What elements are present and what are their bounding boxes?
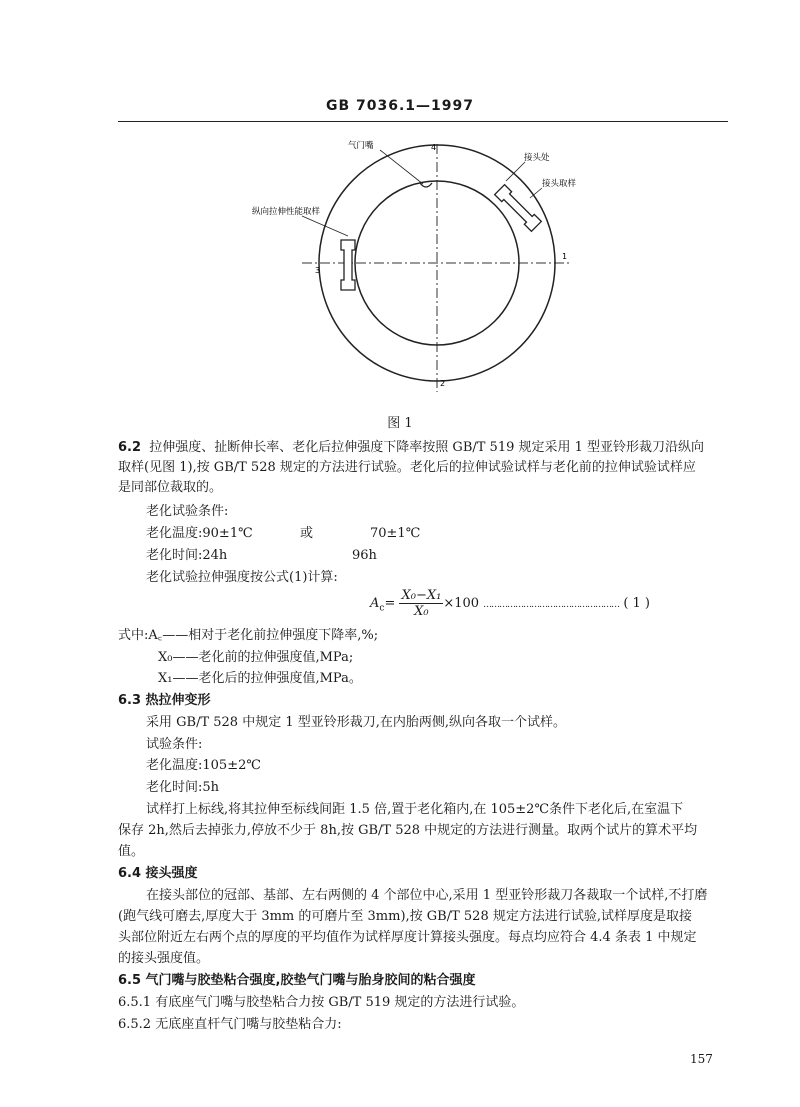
- s651-line: 6.5.1 有底座气门嘴与胶垫粘合力按 GB/T 519 规定的方法进行试验。: [118, 995, 525, 1010]
- s64-line-4: 的接头强度值。: [118, 951, 210, 966]
- formula-lhs-sub: c: [379, 603, 385, 614]
- figure-caption: 图 1: [387, 416, 413, 431]
- s64-title: 6.4 接头强度: [118, 866, 198, 881]
- figure-1-diagram: [240, 136, 600, 396]
- s63-line-4: 值。: [118, 844, 145, 859]
- formula-lhs: A: [370, 596, 380, 611]
- s62-line-2: 取样(见图 1),按 GB/T 528 规定的方法进行试验。老化后的拉伸试验试样与老化前的拉伸试验试样应: [118, 460, 696, 475]
- formula-fraction: [399, 588, 443, 619]
- s63-line-2: 试样打上标线,将其拉伸至标线间距 1.5 倍,置于老化箱内,在 105±2℃条件下老化后,在室温下: [146, 802, 684, 817]
- header-rule: [118, 121, 728, 122]
- where-line-1: 式中:A꜀——相对于老化前拉伸强度下降率,%;: [118, 628, 379, 643]
- s652-line: 6.5.2 无底座直杆气门嘴与胶垫粘合力:: [118, 1017, 342, 1032]
- s62-temp: 老化温度:90±1℃: [146, 526, 253, 541]
- position-4-label: 4: [431, 143, 437, 152]
- valve-leader: [380, 150, 423, 184]
- tensile-sample-label: 纵向拉伸性能取样: [252, 207, 321, 217]
- s62-conditions: 老化试验条件:: [146, 504, 229, 519]
- joint-label: 接头处: [524, 153, 550, 163]
- formula-multiplier: ×100: [443, 596, 480, 611]
- s62-temp-2: 70±1℃: [370, 526, 421, 541]
- formula-numerator: X₀−X₁: [401, 588, 442, 603]
- formula-number: ( 1 ): [623, 596, 650, 611]
- valve-label: 气门嘴: [348, 141, 374, 151]
- s63-line-1: 采用 GB/T 528 中规定 1 型亚铃形裁刀,在内胎两侧,纵向各取一个试样。: [146, 715, 566, 730]
- s65-title: 6.5 气门嘴与胶垫粘合强度,胶垫气门嘴与胎身胶间的粘合强度: [118, 973, 476, 988]
- s63-temp: 老化温度:105±2℃: [146, 758, 261, 773]
- joint-sample-shape: [495, 185, 542, 232]
- tensile-sample-leader: [302, 216, 348, 236]
- s63-time: 老化时间:5h: [146, 780, 220, 795]
- s62-line-3: 是同部位裁取的。: [118, 480, 223, 495]
- joint-leader: [506, 162, 525, 181]
- s64-line-1: 在接头部位的冠部、基部、左右两侧的 4 个部位中心,采用 1 型亚铃形裁刀各裁取一个试样,不打磨: [146, 888, 708, 903]
- s62-text-1: 拉伸强度、扯断伸长率、老化后拉伸强度下降率按照 GB/T 519 规定采用 1 型亚铃形裁刀沿纵向: [149, 440, 705, 455]
- formula-1: [370, 588, 730, 619]
- formula-eq: =: [384, 596, 396, 611]
- s62-number: 6.2: [118, 440, 142, 455]
- page-header: GB 7036.1—1997: [325, 98, 475, 114]
- formula-dots: ……………………………………………: [483, 600, 620, 610]
- s63-title: 6.3 热拉伸变形: [118, 693, 211, 708]
- where-line-3: X₁——老化后的拉伸强度值,MPa。: [158, 671, 362, 686]
- position-1-label: 1: [562, 252, 568, 261]
- position-2-label: 2: [440, 379, 446, 388]
- where-line-2: X₀——老化前的拉伸强度值,MPa;: [158, 650, 354, 665]
- s62-line-1: [118, 438, 704, 458]
- s62-or: 或: [300, 526, 314, 541]
- s63-line-3: 保存 2h,然后去掉张力,停放不少于 8h,按 GB/T 528 中规定的方法进行测量。取两个试片的算术平均: [118, 823, 698, 838]
- valve-notch: [420, 183, 432, 187]
- s63-conditions: 试验条件:: [146, 737, 203, 752]
- s62-time: 老化时间:24h: [146, 548, 228, 563]
- joint-sample-label: 接头取样: [542, 179, 577, 189]
- s64-line-3: 头部位附近左右两个点的厚度的平均值作为试样厚度计算接头强度。每点均应符合 4.4 条表 1 中规定: [118, 930, 697, 945]
- s62-calc: 老化试验拉伸强度按公式(1)计算:: [146, 570, 338, 585]
- position-3-label: 3: [315, 266, 321, 275]
- s64-line-2: (跑气线可磨去,厚度大于 3mm 的可磨片至 3mm),按 GB/T 528 规定方法进行试验,试样厚度是取接: [118, 909, 692, 924]
- page-number: 157: [690, 1052, 713, 1066]
- s62-time-2: 96h: [352, 548, 377, 563]
- tensile-sample-shape: [341, 240, 355, 290]
- formula-denominator: X₀: [414, 604, 429, 619]
